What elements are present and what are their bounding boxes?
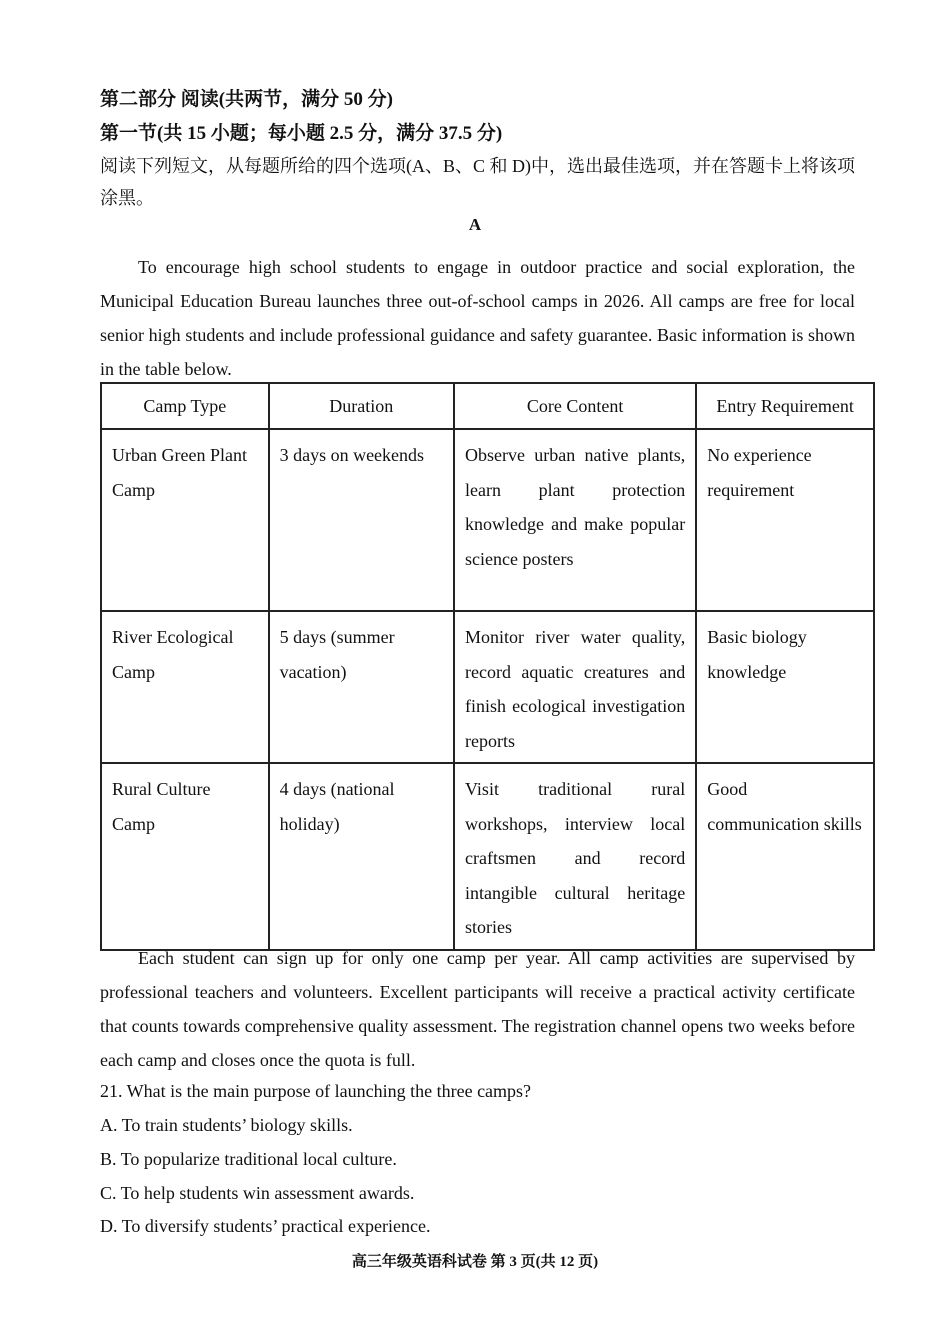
table-row xyxy=(101,763,874,950)
table-cell: Visit traditional rural workshops, interview local craftsmen and record intangible cultural heritage stories xyxy=(454,763,696,950)
section-title: 第一节(共 15 小题；每小题 2.5 分，满分 37.5 分) xyxy=(100,123,503,144)
passage-paragraph-2-text: Each student can sign up for only one camp per year. All camp activities are supervised by professional teachers and volunteers. Excellent participants will receive a practical activity certificate that counts towards comprehensive quality assessment. The registration channel opens two weeks before each camp and closes once the quota is full. xyxy=(100,948,855,1070)
table-header-cell: Camp Type xyxy=(101,383,269,429)
table-header-cell: Core Content xyxy=(454,383,696,429)
instructions: 阅读下列短文，从每题所给的四个选项(A、B、C 和 D)中，选出最佳选项，并在答题卡上将该项涂黑。 xyxy=(100,156,855,208)
camp-table xyxy=(100,382,875,951)
table-cell: Basic biology knowledge xyxy=(696,611,874,763)
table-cell: 5 days (summer vacation) xyxy=(269,611,454,763)
table-row xyxy=(101,611,874,763)
passage-paragraph-2 xyxy=(100,941,855,1077)
table-cell: 4 days (national holiday) xyxy=(269,763,454,950)
table-cell: 3 days on weekends xyxy=(269,429,454,611)
table-row xyxy=(101,429,874,611)
table-header-cell: Duration xyxy=(269,383,454,429)
table-header-cell: Entry Requirement xyxy=(696,383,874,429)
passage-paragraph-1-text: To encourage high school students to engage in outdoor practice and social exploration, the Municipal Education Bureau launches three out-of-school camps in 2026. All camps are free for local senior high students and include professional guidance and safety guarantee. Basic information is shown in the table below. xyxy=(100,257,855,379)
page-footer: 高三年级英语科试卷 第 3 页(共 12 页) xyxy=(351,1254,599,1270)
option-a: A. To train students’ biology skills. xyxy=(100,1115,353,1135)
table-cell: Observe urban native plants, learn plant protection knowledge and make popular science posters xyxy=(454,429,696,611)
table-cell: Good communication skills xyxy=(696,763,874,950)
passage-letter: A xyxy=(468,215,482,234)
option-c: C. To help students win assessment awards. xyxy=(100,1183,415,1203)
table-cell: No experience requirement xyxy=(696,429,874,611)
part-title: 第二部分 阅读(共两节，满分 50 分) xyxy=(100,89,393,110)
table-cell: River Ecological Camp xyxy=(101,611,269,763)
option-b: B. To popularize traditional local culture. xyxy=(100,1149,397,1169)
table-cell: Urban Green Plant Camp xyxy=(101,429,269,611)
table-cell: Monitor river water quality, record aquatic creatures and finish ecological investigation reports xyxy=(454,611,696,763)
option-d: D. To diversify students’ practical experience. xyxy=(100,1216,431,1236)
question-stem: 21. What is the main purpose of launching the three camps? xyxy=(100,1081,532,1101)
table-cell: Rural Culture Camp xyxy=(101,763,269,950)
table-header-row xyxy=(101,383,874,429)
passage-paragraph-1 xyxy=(100,250,855,386)
